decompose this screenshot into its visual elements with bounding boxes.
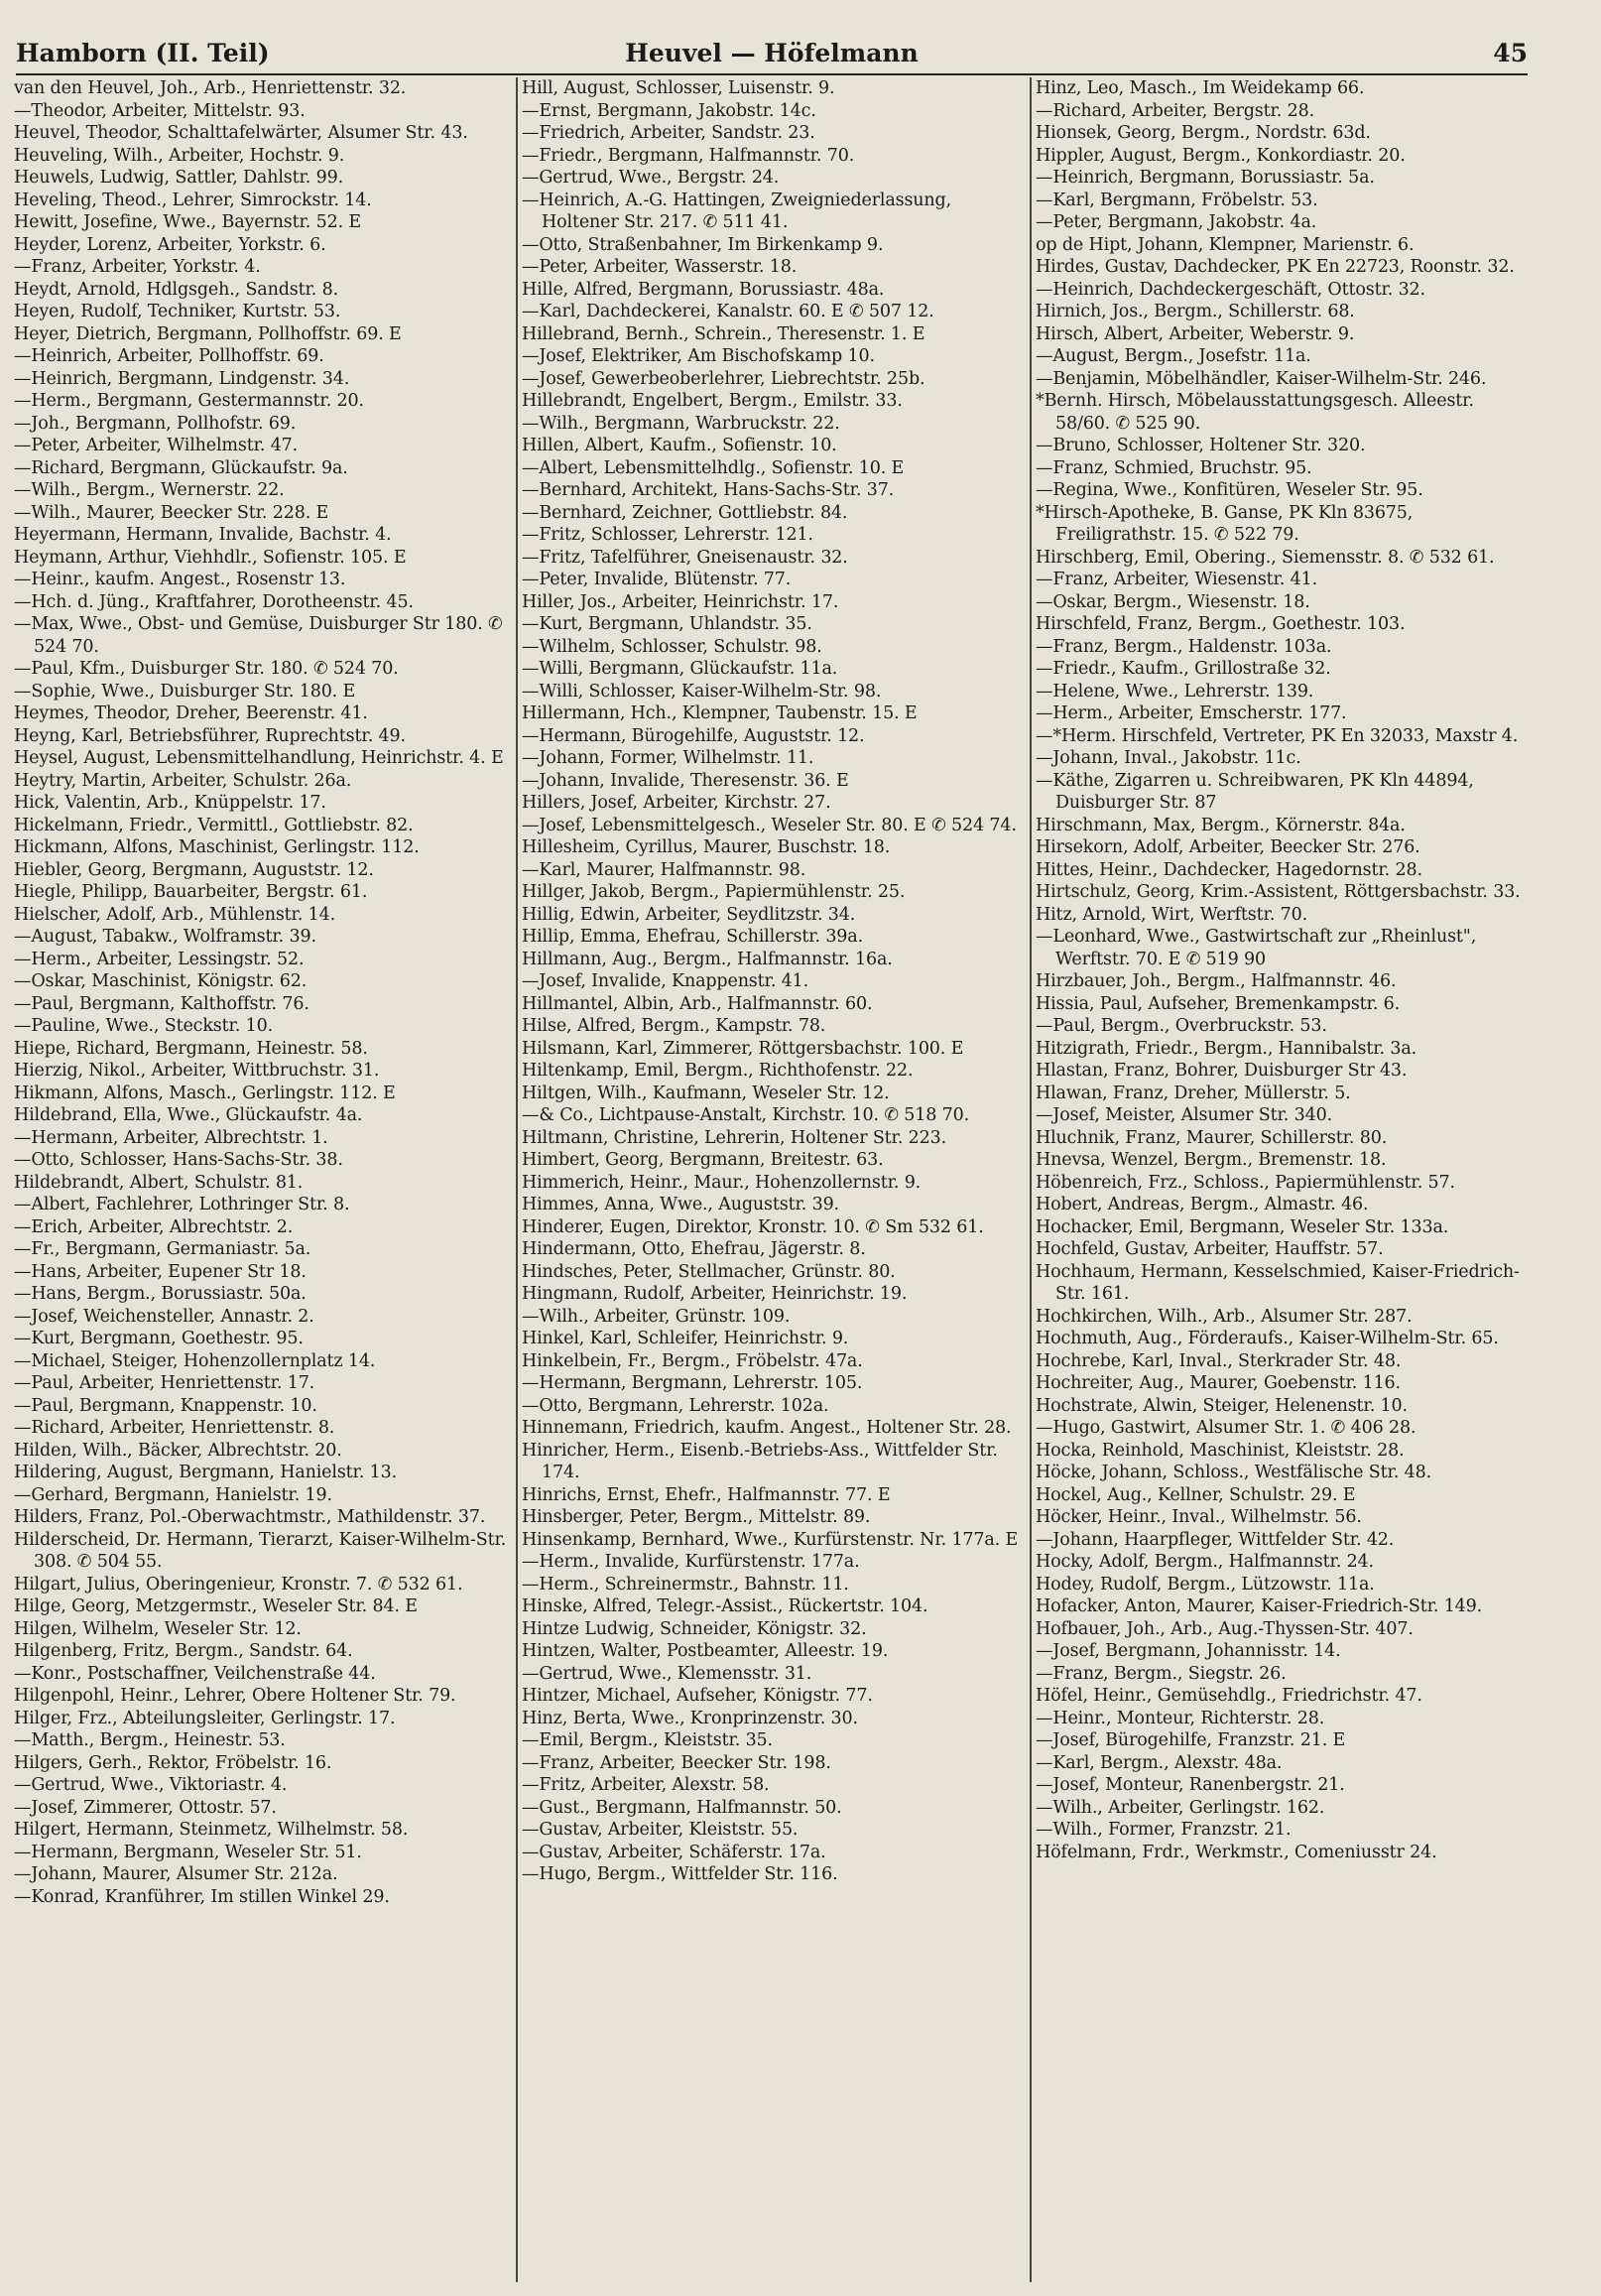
directory-entry: Hochfeld, Gustav, Arbeiter, Hauffstr. 57. [1036, 1239, 1384, 1259]
directory-entry: Hirnich, Jos., Bergm., Schillerstr. 68. [1036, 302, 1355, 321]
directory-entry: Hochmuth, Aug., Förderaufs., Kaiser-Wilhelm-Str. 65. [1036, 1329, 1499, 1348]
directory-entry: Hirschmann, Max, Bergm., Körnerstr. 84a. [1036, 815, 1406, 835]
directory-entry: —Gertrud, Wwe., Klemensstr. 31. [522, 1663, 812, 1684]
directory-entry: —Josef, Elektriker, Am Bischofskamp 10. [522, 346, 875, 366]
directory-entry: —Friedr., Kaufm., Grillostraße 32. [1036, 659, 1331, 679]
directory-entry: Hirsch, Albert, Arbeiter, Weberstr. 9. [1036, 323, 1355, 344]
directory-entry: —Hermann, Bergmann, Weseler Str. 51. [14, 1842, 362, 1862]
directory-entry: —Otto, Bergmann, Lehrerstr. 102a. [522, 1395, 829, 1416]
directory-entry: —Heinrich, Bergmann, Lindgenstr. 34. [14, 368, 350, 389]
directory-entry: Heysel, August, Lebensmittelhandlung, Heinrichstr. 4. E [14, 748, 504, 768]
directory-entry: Hildebrandt, Albert, Schulstr. 81. [14, 1172, 304, 1193]
directory-entry: —Wilh., Bergm., Wernerstr. 22. [14, 480, 285, 500]
directory-entry: Himmerich, Heinr., Maur., Hohenzollernstr. 9. [522, 1172, 922, 1193]
directory-entry: —Josef, Gewerbeoberlehrer, Liebrechtstr. 25b. [522, 368, 925, 389]
directory-entry: —Albert, Lebensmittelhdlg., Sofienstr. 10. E [522, 457, 905, 478]
directory-entry: —Oskar, Maschinist, Königstr. 62. [14, 971, 308, 991]
directory-entry: —Herm., Bergmann, Gestermannstr. 20. [14, 391, 364, 411]
directory-entry: —Paul, Arbeiter, Henriettenstr. 17. [14, 1373, 315, 1393]
directory-entry: Hilgart, Julius, Oberingenieur, Kronstr. 7. ✆ 532 61. [14, 1574, 463, 1594]
directory-entry: —Josef, Monteur, Ranenbergstr. 21. [1036, 1775, 1345, 1795]
directory-entry: —Franz, Arbeiter, Wiesenstr. 41. [1036, 570, 1318, 589]
directory-entry: Hofbauer, Joh., Arb., Aug.-Thyssen-Str. 407. [1036, 1618, 1414, 1639]
directory-entry: Hickelmann, Friedr., Vermittl., Gottliebstr. 82. [14, 815, 414, 835]
directory-entry: Heuwels, Ludwig, Sattler, Dahlstr. 99. [14, 168, 343, 188]
column-divider [1030, 77, 1032, 2282]
directory-entry: Hinz, Berta, Wwe., Kronprinzenstr. 30. [522, 1708, 858, 1728]
directory-entry: Hobert, Andreas, Bergm., Almastr. 46. [1036, 1195, 1369, 1214]
directory-entry: Hochstrate, Alwin, Steiger, Helenenstr. 10. [1036, 1395, 1408, 1416]
directory-entry: Hilgenberg, Fritz, Bergm., Sandstr. 64. [14, 1641, 353, 1661]
directory-entry: —Johann, Inval., Jakobstr. 11c. [1036, 748, 1301, 768]
directory-entry: Hilderscheid, Dr. Hermann, Tierarzt, Kaiser-Wilhelm-Str. 308. ✆ 504 55. [14, 1529, 507, 1572]
directory-entry: —Benjamin, Möbelhändler, Kaiser-Wilhelm-Str. 246. [1036, 368, 1487, 389]
directory-entry: Heuveling, Wilh., Arbeiter, Hochstr. 9. [14, 145, 345, 166]
directory-entry: —Heinrich, Dachdeckergeschäft, Ottostr. 32. [1036, 279, 1425, 300]
directory-entry: —*Herm. Hirschfeld, Vertreter, PK En 32033, Maxstr 4. [1036, 725, 1519, 746]
directory-entry: van den Heuvel, Joh., Arb., Henriettenstr. 32. [14, 78, 407, 98]
directory-entry: —Pauline, Wwe., Steckstr. 10. [14, 1016, 273, 1036]
directory-entry: Höbenreich, Frz., Schloss., Papiermühlenstr. 57. [1036, 1172, 1455, 1193]
directory-entry: Hlastan, Franz, Bohrer, Duisburger Str 43. [1036, 1061, 1408, 1081]
directory-entry: Hick, Valentin, Arb., Knüppelstr. 17. [14, 793, 326, 813]
directory-entry: Hluchnik, Franz, Maurer, Schillerstr. 80. [1036, 1127, 1388, 1148]
directory-entry: Hilgers, Gerh., Rektor, Fröbelstr. 16. [14, 1752, 332, 1773]
directory-entry: —Josef, Zimmerer, Ottostr. 57. [14, 1797, 277, 1818]
directory-entry: —Käthe, Zigarren u. Schreibwaren, PK Kln 44894, Duisburger Str. 87 [1036, 770, 1474, 813]
directory-entry: —Gustav, Arbeiter, Kleiststr. 55. [522, 1820, 799, 1840]
directory-entry: —August, Tabakw., Wolframstr. 39. [14, 927, 316, 947]
directory-entry: Hilgenpohl, Heinr., Lehrer, Obere Holtener Str. 79. [14, 1686, 456, 1706]
directory-entry: Hewitt, Josefine, Wwe., Bayernstr. 52. E [14, 212, 362, 232]
directory-entry: —Peter, Invalide, Blütenstr. 77. [522, 570, 792, 589]
directory-entry: Hinske, Alfred, Telegr.-Assist., Rückertstr. 104. [522, 1596, 928, 1616]
directory-entry: Hinsberger, Peter, Bergm., Mittelstr. 89. [522, 1507, 871, 1527]
directory-entry: Hielscher, Adolf, Arb., Mühlenstr. 14. [14, 904, 336, 925]
directory-entry: —Leonhard, Wwe., Gastwirtschaft zur „Rheinlust", Werftstr. 70. E ✆ 519 90 [1036, 927, 1477, 969]
entry-list [14, 77, 513, 1908]
directory-entry: —Wilh., Maurer, Beecker Str. 228. E [14, 502, 329, 523]
directory-entry: —Albert, Fachlehrer, Lothringer Str. 8. [14, 1195, 350, 1214]
entry-list [1036, 77, 1532, 1863]
directory-entry: —Karl, Dachdeckerei, Kanalstr. 60. E ✆ 507 12. [522, 302, 934, 321]
directory-entry: Heyermann, Hermann, Invalide, Bachstr. 4. [14, 525, 392, 545]
directory-entry: Hionsek, Georg, Bergm., Nordstr. 63d. [1036, 123, 1371, 143]
directory-entry: —Hugo, Bergm., Wittfelder Str. 116. [522, 1864, 838, 1884]
directory-entry: —Konr., Postschaffner, Veilchenstraße 44. [14, 1663, 376, 1684]
directory-entry: —Fr., Bergmann, Germaniastr. 5a. [14, 1239, 311, 1259]
directory-entry: —Hermann, Arbeiter, Albrechtstr. 1. [14, 1127, 328, 1148]
directory-entry: —Fritz, Arbeiter, Alexstr. 58. [522, 1775, 770, 1795]
directory-entry: Hillermann, Hch., Klempner, Taubenstr. 15. E [522, 703, 918, 723]
directory-entry: Hiegle, Philipp, Bauarbeiter, Bergstr. 61. [14, 882, 368, 902]
directory-entry: —Heinrich, Arbeiter, Pollhoffstr. 69. [14, 346, 324, 366]
directory-entry: —Johann, Maurer, Alsumer Str. 212a. [14, 1864, 338, 1884]
header-section-title: Hamborn (II. Teil) [16, 39, 270, 67]
directory-entry: *Hirsch-Apotheke, B. Ganse, PK Kln 83675, Freiligrathstr. 15. ✆ 522 79. [1036, 502, 1414, 545]
directory-entry: —Ernst, Bergmann, Jakobstr. 14c. [522, 100, 816, 121]
directory-entry: Hirsekorn, Adolf, Arbeiter, Beecker Str. 276. [1036, 837, 1420, 857]
directory-entry: Hingmann, Rudolf, Arbeiter, Heinrichstr. 19. [522, 1284, 908, 1304]
directory-entry: —Wilh., Former, Franzstr. 21. [1036, 1820, 1292, 1840]
directory-entry: —Heinr., Monteur, Richterstr. 28. [1036, 1708, 1325, 1728]
directory-entry: Hochrebe, Karl, Inval., Sterkrader Str. 48. [1036, 1350, 1402, 1371]
directory-entry: Hiebler, Georg, Bergmann, Auguststr. 12. [14, 859, 374, 880]
directory-entry: Heymann, Arthur, Viehhdlr., Sofienstr. 105. E [14, 547, 407, 568]
directory-entry: —Friedr., Bergmann, Halfmannstr. 70. [522, 145, 855, 166]
page-number: 45 [1493, 39, 1528, 67]
directory-entry: —Otto, Schlosser, Hans-Sachs-Str. 38. [14, 1150, 343, 1170]
directory-entry: Hinnemann, Friedrich, kaufm. Angest., Holtener Str. 28. [522, 1418, 1012, 1438]
directory-entry: Hinsenkamp, Bernhard, Wwe., Kurfürstenstr. Nr. 177a. E [522, 1529, 1019, 1550]
directory-entry: Hintzen, Walter, Postbeamter, Alleestr. 19. [522, 1641, 889, 1661]
directory-entry: Hochhaum, Hermann, Kesselschmied, Kaiser-Friedrich-Str. 161. [1036, 1261, 1520, 1304]
directory-entry: —Regina, Wwe., Konfitüren, Weseler Str. 95. [1036, 480, 1423, 500]
directory-entry: Hitz, Arnold, Wirt, Werftstr. 70. [1036, 904, 1308, 925]
directory-entry: —Josef, Meister, Alsumer Str. 340. [1036, 1105, 1332, 1125]
directory-entry: —Hans, Arbeiter, Eupener Str 18. [14, 1261, 307, 1282]
directory-entry: Hillebrand, Bernh., Schrein., Theresenstr. 1. E [522, 323, 925, 344]
directory-entry: Heyer, Dietrich, Bergmann, Pollhoffstr. 69. E [14, 323, 402, 344]
directory-entry: Hindsches, Peter, Stellmacher, Grünstr. 80. [522, 1261, 896, 1282]
directory-entry: —Hermann, Bergmann, Lehrerstr. 105. [522, 1373, 863, 1393]
directory-entry: —Gust., Bergmann, Halfmannstr. 50. [522, 1797, 842, 1818]
directory-entry: —Willi, Schlosser, Kaiser-Wilhelm-Str. 98. [522, 681, 882, 702]
directory-entry: Hinderer, Eugen, Direktor, Kronstr. 10. ✆ Sm 532 61. [522, 1216, 984, 1237]
directory-entry: —Josef, Invalide, Knappenstr. 41. [522, 971, 809, 991]
directory-entry: Himmes, Anna, Wwe., Auguststr. 39. [522, 1195, 839, 1214]
page-header [16, 36, 1528, 75]
directory-entry: Hikmann, Alfons, Masch., Gerlingstr. 112. E [14, 1083, 396, 1103]
directory-entry: Hitzigrath, Friedr., Bergm., Hannibalstr. 3a. [1036, 1038, 1417, 1059]
directory-entry: —August, Bergm., Josefstr. 11a. [1036, 346, 1311, 366]
directory-entry: —Erich, Arbeiter, Albrechtstr. 2. [14, 1216, 294, 1237]
directory-entry: —Bernhard, Architekt, Hans-Sachs-Str. 37. [522, 480, 895, 500]
directory-entry: Hillesheim, Cyrillus, Maurer, Buschstr. 18. [522, 837, 891, 857]
directory-entry: —Bernhard, Zeichner, Gottliebstr. 84. [522, 502, 848, 523]
directory-entry: Hille, Alfred, Bergmann, Borussiastr. 48a. [522, 279, 885, 300]
directory-entry: Hickmann, Alfons, Maschinist, Gerlingstr. 112. [14, 837, 420, 857]
directory-entry: Hinkelbein, Fr., Bergm., Fröbelstr. 47a. [522, 1350, 863, 1371]
directory-entry: —Heinrich, Bergmann, Borussiastr. 5a. [1036, 168, 1375, 188]
directory-entry: Hirschberg, Emil, Obering., Siemensstr. 8. ✆ 532 61. [1036, 547, 1495, 568]
directory-entry: Höcker, Heinr., Inval., Wilhelmstr. 56. [1036, 1507, 1362, 1527]
directory-entry: —Josef, Bürogehilfe, Franzstr. 21. E [1036, 1730, 1346, 1750]
directory-entry: Hilders, Franz, Pol.-Oberwachtmstr., Mathildenstr. 37. [14, 1507, 486, 1527]
directory-entry: Hochkirchen, Wilh., Arb., Alsumer Str. 287. [1036, 1306, 1413, 1327]
directory-entry: —Franz, Bergm., Siegstr. 26. [1036, 1663, 1287, 1684]
directory-entry: —Willi, Bergmann, Glückaufstr. 11a. [522, 659, 838, 679]
directory-entry: Hippler, August, Bergm., Konkordiastr. 20. [1036, 145, 1406, 166]
directory-entry: Hittes, Heinr., Dachdecker, Hagedornstr. 28. [1036, 859, 1422, 880]
directory-entry: op de Hipt, Johann, Klempner, Marienstr. 6. [1036, 234, 1415, 255]
directory-entry: Hochacker, Emil, Bergmann, Weseler Str. 133a. [1036, 1216, 1449, 1237]
directory-entry: Heuvel, Theodor, Schalttafelwärter, Alsumer Str. 43. [14, 123, 468, 143]
directory-entry: —Wilh., Arbeiter, Gerlingstr. 162. [1036, 1797, 1325, 1818]
directory-entry: Hiltmann, Christine, Lehrerin, Holtener Str. 223. [522, 1127, 947, 1148]
directory-entry: Hintzer, Michael, Aufseher, Königstr. 77. [522, 1686, 873, 1706]
directory-entry: —Josef, Bergmann, Johannisstr. 14. [1036, 1641, 1341, 1661]
directory-entry: —Johann, Haarpfleger, Wittfelder Str. 42. [1036, 1529, 1395, 1550]
directory-entry: Hissia, Paul, Aufseher, Bremenkampstr. 6. [1036, 993, 1401, 1014]
directory-entry: Hilden, Wilh., Bäcker, Albrechtstr. 20. [14, 1440, 342, 1461]
directory-entry: —Joh., Bergmann, Pollhofstr. 69. [14, 413, 297, 434]
directory-entry: —Max, Wwe., Obst- und Gemüse, Duisburger Str 180. ✆ 524 70. [14, 614, 503, 657]
directory-entry: —Karl, Bergm., Alexstr. 48a. [1036, 1752, 1283, 1773]
directory-entry: —Herm., Arbeiter, Emscherstr. 177. [1036, 703, 1347, 723]
directory-entry: Höfel, Heinr., Gemüsehdlg., Friedrichstr. 47. [1036, 1686, 1422, 1706]
directory-entry: —Peter, Bergmann, Jakobstr. 4a. [1036, 212, 1317, 232]
directory-entry: —Helene, Wwe., Lehrerstr. 139. [1036, 681, 1314, 702]
directory-entry: —Richard, Arbeiter, Bergstr. 28. [1036, 100, 1314, 121]
directory-entry: Hofacker, Anton, Maurer, Kaiser-Friedrich-Str. 149. [1036, 1596, 1483, 1616]
directory-entry: Hillers, Josef, Arbeiter, Kirchstr. 27. [522, 793, 831, 813]
directory-entry: *Bernh. Hirsch, Möbelausstattungsgesch. Alleestr. 58/60. ✆ 525 90. [1036, 391, 1474, 434]
directory-entry: —Herm., Arbeiter, Lessingstr. 52. [14, 949, 305, 969]
directory-entry: Hildebrand, Ella, Wwe., Glückaufstr. 4a. [14, 1105, 363, 1125]
directory-entry: Hinricher, Herm., Eisenb.-Betriebs-Ass., Wittfelder Str. 174. [522, 1440, 998, 1482]
directory-entry: —Johann, Former, Wilhelmstr. 11. [522, 748, 814, 768]
directory-entry: Hilger, Frz., Abteilungsleiter, Gerlingstr. 17. [14, 1708, 396, 1728]
directory-entry: —Josef, Lebensmittelgesch., Weseler Str. 80. E ✆ 524 74. [522, 815, 1017, 835]
column-divider [516, 77, 518, 2282]
directory-entry: Heydt, Arnold, Hdlgsgeh., Sandstr. 8. [14, 279, 338, 300]
directory-entry: —Paul, Bergmann, Knappenstr. 10. [14, 1395, 317, 1416]
directory-entry: —Peter, Arbeiter, Wasserstr. 18. [522, 257, 798, 277]
directory-entry: —Oskar, Bergm., Wiesenstr. 18. [1036, 591, 1310, 612]
directory-entry: Hill, August, Schlosser, Luisenstr. 9. [522, 78, 835, 98]
directory-entry: Hocka, Reinhold, Maschinist, Kleiststr. 28. [1036, 1440, 1405, 1461]
directory-entry: Höcke, Johann, Schloss., Westfälische Str. 48. [1036, 1463, 1431, 1482]
directory-entry: Hiltgen, Wilh., Kaufmann, Weseler Str. 12. [522, 1083, 890, 1103]
directory-entry: —Karl, Maurer, Halfmannstr. 98. [522, 859, 806, 880]
directory-entry: Hillen, Albert, Kaufm., Sofienstr. 10. [522, 436, 837, 455]
directory-entry: Hockel, Aug., Kellner, Schulstr. 29. E [1036, 1484, 1356, 1505]
directory-entry: —Richard, Arbeiter, Henriettenstr. 8. [14, 1418, 335, 1438]
directory-entry: Hirschfeld, Franz, Bergm., Goethestr. 103. [1036, 614, 1406, 634]
directory-entry: —Peter, Arbeiter, Wilhelmstr. 47. [14, 436, 299, 455]
directory-entry: —Matth., Bergm., Heinestr. 53. [14, 1730, 286, 1750]
column-1 [14, 77, 513, 2282]
directory-entry: —Gustav, Arbeiter, Schäferstr. 17a. [522, 1842, 826, 1862]
directory-entry: —Wilh., Bergmann, Warbruckstr. 22. [522, 413, 840, 434]
directory-entry: —& Co., Lichtpause-Anstalt, Kirchstr. 10. ✆ 518 70. [522, 1105, 969, 1125]
directory-entry: —Wilh., Arbeiter, Grünstr. 109. [522, 1306, 791, 1327]
directory-entry: Hintze Ludwig, Schneider, Königstr. 32. [522, 1618, 867, 1639]
directory-entry: Höfelmann, Frdr., Werkmstr., Comeniusstr 24. [1036, 1842, 1437, 1862]
directory-entry: —Heinr., kaufm. Angest., Rosenstr 13. [14, 570, 346, 589]
directory-entry: Hilgen, Wilhelm, Weseler Str. 12. [14, 1618, 302, 1639]
directory-entry: —Emil, Bergm., Kleiststr. 35. [522, 1730, 773, 1750]
directory-entry: —Bruno, Schlosser, Holtener Str. 320. [1036, 436, 1366, 455]
directory-entry: —Franz, Arbeiter, Yorkstr. 4. [14, 257, 261, 277]
directory-entry: Hillebrandt, Engelbert, Bergm., Emilstr. 33. [522, 391, 903, 411]
directory-entry: Hlawan, Franz, Dreher, Müllerstr. 5. [1036, 1083, 1351, 1103]
directory-entry: Heyder, Lorenz, Arbeiter, Yorkstr. 6. [14, 234, 326, 255]
directory-entry: Heymes, Theodor, Dreher, Beerenstr. 41. [14, 703, 368, 723]
directory-entry: Hiepe, Richard, Bergmann, Heinestr. 58. [14, 1038, 368, 1059]
directory-entry: Hirzbauer, Joh., Bergm., Halfmannstr. 46. [1036, 971, 1397, 991]
directory-entry: —Michael, Steiger, Hohenzollernplatz 14. [14, 1350, 376, 1371]
directory-entry: Hinkel, Karl, Schleifer, Heinrichstr. 9. [522, 1329, 849, 1348]
directory-entry: —Fritz, Schlosser, Lehrerstr. 121. [522, 525, 813, 545]
directory-columns [14, 77, 1530, 2282]
directory-entry: Hirdes, Gustav, Dachdecker, PK En 22723, Roonstr. 32. [1036, 257, 1515, 277]
directory-entry: Heveling, Theod., Lehrer, Simrockstr. 14. [14, 190, 372, 210]
directory-entry: Heyng, Karl, Betriebsführer, Ruprechtstr. 49. [14, 725, 406, 746]
directory-entry: —Paul, Bergm., Overbruckstr. 53. [1036, 1016, 1327, 1036]
directory-entry: Hillger, Jakob, Bergm., Papiermühlenstr. 25. [522, 882, 906, 902]
directory-entry: Hirtschulz, Georg, Krim.-Assistent, Röttgersbachstr. 33. [1036, 882, 1521, 902]
header-name-range: Heuvel — Höfelmann [625, 39, 919, 67]
directory-entry: Hochreiter, Aug., Maurer, Goebenstr. 116. [1036, 1373, 1401, 1393]
directory-entry: Hocky, Adolf, Bergm., Halfmannstr. 24. [1036, 1552, 1374, 1572]
directory-entry: —Johann, Invalide, Theresenstr. 36. E [522, 770, 849, 791]
directory-entry: Hilse, Alfred, Bergm., Kampstr. 78. [522, 1016, 826, 1036]
directory-entry: —Wilhelm, Schlosser, Schulstr. 98. [522, 636, 822, 657]
directory-entry: Hinz, Leo, Masch., Im Weidekamp 66. [1036, 78, 1365, 98]
directory-entry: Hierzig, Nikol., Arbeiter, Wittbruchstr. 31. [14, 1061, 380, 1081]
directory-entry: Hilge, Georg, Metzgermstr., Weseler Str. 84. E [14, 1596, 418, 1616]
directory-entry: —Richard, Bergmann, Glückaufstr. 9a. [14, 457, 348, 478]
directory-entry: —Franz, Bergm., Haldenstr. 103a. [1036, 636, 1332, 657]
directory-entry: —Franz, Arbeiter, Beecker Str. 198. [522, 1752, 831, 1773]
directory-entry: —Hans, Bergm., Borussiastr. 50a. [14, 1284, 307, 1304]
directory-entry: Himbert, Georg, Bergmann, Breitestr. 63. [522, 1150, 884, 1170]
directory-entry: Hilsmann, Karl, Zimmerer, Röttgersbachstr. 100. E [522, 1038, 964, 1059]
directory-entry: —Otto, Straßenbahner, Im Birkenkamp 9. [522, 234, 884, 255]
directory-entry: —Theodor, Arbeiter, Mittelstr. 93. [14, 100, 306, 121]
directory-entry: Hillip, Emma, Ehefrau, Schillerstr. 39a. [522, 927, 863, 947]
directory-entry: Heytry, Martin, Arbeiter, Schulstr. 26a. [14, 770, 352, 791]
directory-entry: —Kurt, Bergmann, Goethestr. 95. [14, 1329, 304, 1348]
directory-entry: —Fritz, Tafelführer, Gneisenaustr. 32. [522, 547, 848, 568]
directory-entry: —Herm., Invalide, Kurfürstenstr. 177a. [522, 1552, 860, 1572]
directory-entry: —Kurt, Bergmann, Uhlandstr. 35. [522, 614, 812, 634]
directory-entry: Hildering, August, Bergmann, Hanielstr. 13. [14, 1463, 398, 1482]
directory-entry: Hilgert, Hermann, Steinmetz, Wilhelmstr. 58. [14, 1820, 409, 1840]
directory-entry: —Friedrich, Arbeiter, Sandstr. 23. [522, 123, 815, 143]
directory-entry: —Hch. d. Jüng., Kraftfahrer, Dorotheenstr. 45. [14, 591, 414, 612]
directory-entry: Hiller, Jos., Arbeiter, Heinrichstr. 17. [522, 591, 839, 612]
directory-entry: Hinrichs, Ernst, Ehefr., Halfmannstr. 77. E [522, 1484, 891, 1505]
directory-entry: —Franz, Schmied, Bruchstr. 95. [1036, 457, 1312, 478]
directory-entry: Hiltenkamp, Emil, Bergm., Richthofenstr. 22. [522, 1061, 914, 1081]
directory-entry: —Sophie, Wwe., Duisburger Str. 180. E [14, 681, 356, 702]
entry-list [522, 77, 1026, 1886]
directory-entry: Hodey, Rudolf, Bergm., Lützowstr. 11a. [1036, 1574, 1375, 1594]
directory-entry: —Gerhard, Bergmann, Hanielstr. 19. [14, 1484, 332, 1505]
directory-entry: Hillmantel, Albin, Arb., Halfmannstr. 60. [522, 993, 873, 1014]
directory-entry: —Konrad, Kranführer, Im stillen Winkel 29. [14, 1886, 390, 1907]
directory-entry: Hnevsa, Wenzel, Bergm., Bremenstr. 18. [1036, 1150, 1387, 1170]
directory-entry: —Herm., Schreinermstr., Bahnstr. 11. [522, 1574, 849, 1594]
directory-entry: Heyen, Rudolf, Techniker, Kurtstr. 53. [14, 302, 341, 321]
directory-entry: —Gertrud, Wwe., Viktoriastr. 4. [14, 1775, 288, 1795]
directory-entry: —Paul, Kfm., Duisburger Str. 180. ✆ 524 70. [14, 659, 399, 679]
directory-entry: —Heinrich, A.-G. Hattingen, Zweigniederlassung, Holtener Str. 217. ✆ 511 41. [522, 190, 952, 232]
directory-entry: Hillmann, Aug., Bergm., Halfmannstr. 16a. [522, 949, 893, 969]
column-3 [1036, 77, 1532, 2282]
directory-entry: —Hugo, Gastwirt, Alsumer Str. 1. ✆ 406 28. [1036, 1418, 1416, 1438]
directory-entry: Hindermann, Otto, Ehefrau, Jägerstr. 8. [522, 1239, 866, 1259]
directory-entry: —Josef, Weichensteller, Annastr. 2. [14, 1306, 314, 1327]
directory-entry: —Paul, Bergmann, Kalthoffstr. 76. [14, 993, 309, 1014]
column-2 [522, 77, 1026, 2282]
directory-entry: —Hermann, Bürogehilfe, Auguststr. 12. [522, 725, 865, 746]
directory-entry: —Gertrud, Wwe., Bergstr. 24. [522, 168, 780, 188]
directory-entry: Hillig, Edwin, Arbeiter, Seydlitzstr. 34. [522, 904, 856, 925]
directory-entry: —Karl, Bergmann, Fröbelstr. 53. [1036, 190, 1318, 210]
